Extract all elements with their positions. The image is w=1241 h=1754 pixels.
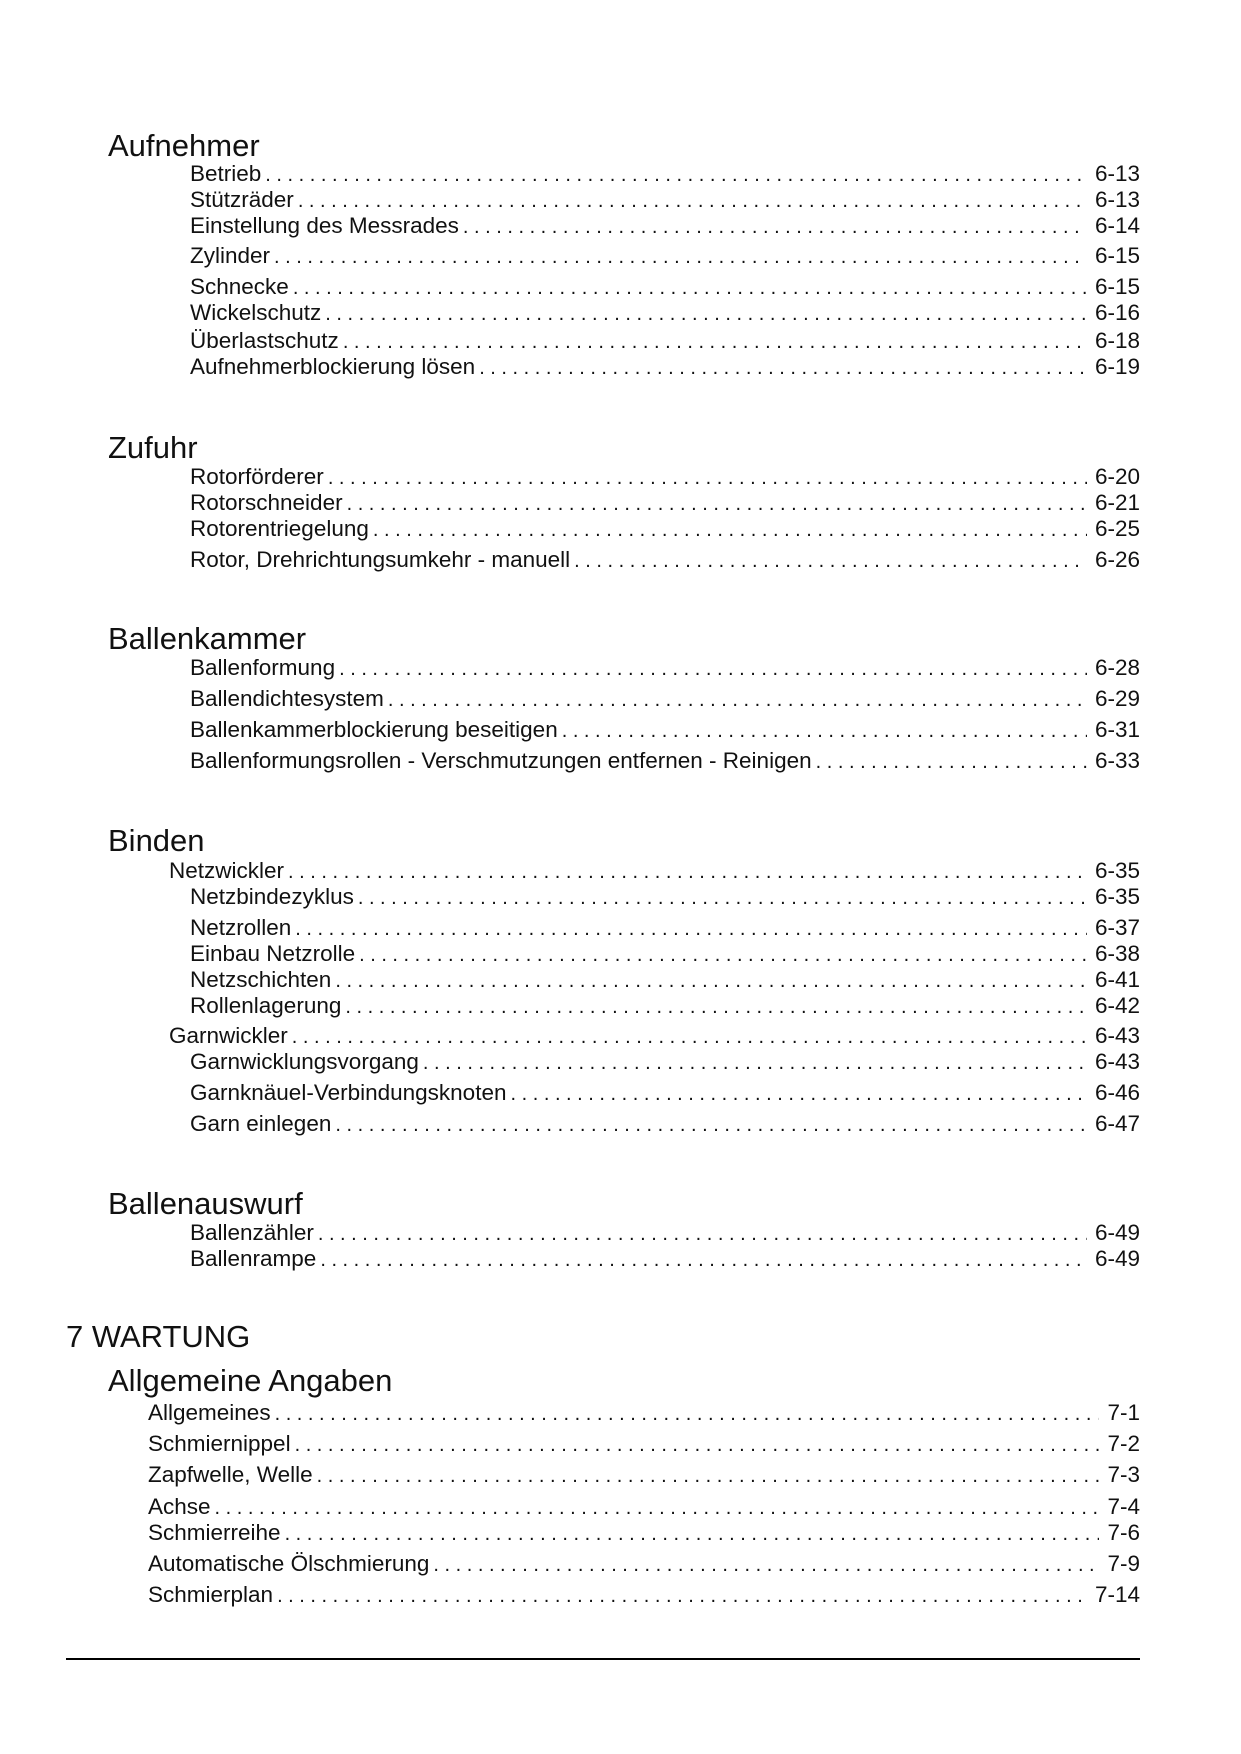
toc-entry-label: Ballenzähler (190, 1220, 314, 1245)
toc-entry-label: Schnecke (190, 274, 289, 299)
toc-entry-page: 7-3 (1107, 1462, 1140, 1487)
leader-dots (463, 214, 1087, 240)
section-title-ballenauswurf: Ballenauswurf (108, 1186, 303, 1221)
toc-entry-label: Garnknäuel-Verbindungsknoten (190, 1080, 507, 1105)
leader-dots (479, 355, 1087, 381)
leader-dots (816, 749, 1087, 775)
leader-dots (335, 1112, 1087, 1138)
leader-dots (295, 1432, 1100, 1458)
toc-entry[interactable] (190, 300, 1140, 326)
toc-entry-page: 6-43 (1094, 1049, 1140, 1074)
toc-entry-page: 6-20 (1094, 464, 1140, 489)
toc-entry-page: 6-37 (1094, 915, 1140, 940)
toc-entry[interactable] (190, 1111, 1140, 1137)
chapter-title: 7 WARTUNG (66, 1319, 251, 1354)
leader-dots (275, 1401, 1100, 1427)
toc-entry-page: 7-1 (1107, 1400, 1140, 1425)
toc-entry[interactable] (190, 993, 1140, 1019)
toc-entry-label: Rotorschneider (190, 490, 343, 515)
toc-entry[interactable] (190, 187, 1140, 213)
toc-entry[interactable] (190, 516, 1140, 542)
toc-entry[interactable] (190, 686, 1140, 712)
leader-dots (288, 859, 1087, 885)
toc-entry[interactable] (148, 1494, 1140, 1520)
toc-entry-label: Ballenrampe (190, 1246, 317, 1271)
leader-dots (388, 687, 1087, 713)
section-title-zufuhr: Zufuhr (108, 430, 198, 465)
leader-dots (339, 656, 1087, 682)
leader-dots (320, 1247, 1087, 1273)
toc-entry[interactable] (148, 1551, 1140, 1577)
toc-entry-page: 6-28 (1094, 655, 1140, 680)
toc-entry-label: Zapfwelle, Welle (148, 1462, 313, 1487)
leader-dots (277, 1583, 1087, 1609)
toc-entry[interactable] (148, 1400, 1140, 1426)
leader-dots (562, 718, 1087, 744)
toc-entry-page: 6-43 (1094, 1023, 1140, 1048)
leader-dots (317, 1463, 1100, 1489)
leader-dots (574, 548, 1087, 574)
toc-entry-label: Einbau Netzrolle (190, 941, 356, 966)
leader-dots (335, 968, 1087, 994)
leader-dots (433, 1552, 1099, 1578)
toc-entry[interactable] (190, 274, 1140, 300)
toc-entry[interactable] (190, 490, 1140, 516)
toc-entry[interactable] (148, 1431, 1140, 1457)
leader-dots (345, 994, 1087, 1020)
toc-entry[interactable] (190, 941, 1140, 967)
leader-dots (510, 1081, 1086, 1107)
toc-entry-page: 6-49 (1094, 1246, 1140, 1271)
leader-dots (325, 301, 1087, 327)
leader-dots (295, 916, 1087, 942)
toc-entry-page: 6-35 (1094, 858, 1140, 883)
toc-entry-page: 6-49 (1094, 1220, 1140, 1245)
toc-entry[interactable] (190, 717, 1140, 743)
toc-entry-page: 6-31 (1094, 717, 1140, 742)
toc-entry[interactable] (190, 967, 1140, 993)
toc-entry[interactable] (190, 884, 1140, 910)
toc-entry[interactable] (169, 858, 1140, 884)
leader-dots (274, 244, 1087, 270)
toc-entry-label: Stützräder (190, 187, 294, 212)
toc-entry-label: Betrieb (190, 161, 262, 186)
toc-entry-label: Netzrollen (190, 915, 292, 940)
toc-entry-label: Wickelschutz (190, 300, 322, 325)
leader-dots (358, 885, 1087, 911)
toc-entry-page: 6-15 (1094, 243, 1140, 268)
toc-entry-label: Ballenformungsrollen - Verschmutzungen entfernen - Reinigen (190, 748, 812, 773)
section-title-allgemeine: Allgemeine Angaben (108, 1363, 393, 1398)
toc-entry-page: 6-13 (1094, 187, 1140, 212)
leader-dots (285, 1521, 1100, 1547)
section-title-aufnehmer: Aufnehmer (108, 128, 260, 163)
leader-dots (423, 1050, 1087, 1076)
toc-entry-label: Einstellung des Messrades (190, 213, 459, 238)
toc-entry-label: Garnwicklungsvorgang (190, 1049, 419, 1074)
section-title-ballenkammer: Ballenkammer (108, 621, 307, 656)
toc-entry-label: Schmiernippel (148, 1431, 291, 1456)
leader-dots (328, 465, 1087, 491)
toc-entry-page: 6-33 (1094, 748, 1140, 773)
toc-entry-label: Ballenkammerblockierung beseitigen (190, 717, 558, 742)
toc-entry-page: 6-38 (1094, 941, 1140, 966)
leader-dots (292, 1024, 1087, 1050)
toc-entry-page: 7-2 (1107, 1431, 1140, 1456)
toc-entry-label: Rotorförderer (190, 464, 324, 489)
leader-dots (347, 491, 1087, 517)
toc-entry-label: Netzschichten (190, 967, 332, 992)
toc-entry-page: 6-13 (1094, 161, 1140, 186)
toc-entry-page: 6-26 (1094, 547, 1140, 572)
toc-entry-page: 6-29 (1094, 686, 1140, 711)
leader-dots (343, 329, 1087, 355)
toc-entry-label: Schmierplan (148, 1582, 274, 1607)
toc-entry-page: 7-6 (1107, 1520, 1140, 1545)
toc-entry-page: 6-21 (1094, 490, 1140, 515)
toc-entry-label: Ballendichtesystem (190, 686, 384, 711)
toc-entry[interactable] (148, 1462, 1140, 1488)
toc-entry-page: 6-25 (1094, 516, 1140, 541)
toc-entry[interactable] (169, 1023, 1140, 1049)
leader-dots (298, 188, 1087, 214)
toc-entry-label: Garnwickler (169, 1023, 288, 1048)
toc-entry[interactable] (190, 243, 1140, 269)
toc-entry-page: 6-42 (1094, 993, 1140, 1018)
footer-divider (66, 1658, 1140, 1660)
toc-entry-page: 7-9 (1107, 1551, 1140, 1576)
toc-entry-label: Ballenformung (190, 655, 336, 680)
toc-entry[interactable] (190, 915, 1140, 941)
toc-entry-page: 6-18 (1094, 328, 1140, 353)
toc-entry-label: Rotorentriegelung (190, 516, 369, 541)
toc-entry-page: 6-15 (1094, 274, 1140, 299)
toc-entry-label: Rotor, Drehrichtungsumkehr - manuell (190, 547, 571, 572)
toc-entry[interactable] (190, 354, 1140, 380)
toc-entry-label: Aufnehmerblockierung lösen (190, 354, 476, 379)
toc-entry-page: 6-47 (1094, 1111, 1140, 1136)
toc-entry-label: Allgemeines (148, 1400, 271, 1425)
toc-entry-label: Überlastschutz (190, 328, 339, 353)
toc-entry[interactable] (190, 1246, 1140, 1272)
toc-entry-label: Garn einlegen (190, 1111, 332, 1136)
section-title-binden: Binden (108, 823, 205, 858)
toc-entry[interactable] (190, 748, 1140, 774)
toc-entry-label: Netzwickler (169, 858, 285, 883)
leader-dots (373, 517, 1087, 543)
toc-entry-label: Schmierreihe (148, 1520, 281, 1545)
toc-entry[interactable] (190, 1220, 1140, 1246)
toc-entry-page: 7-4 (1107, 1494, 1140, 1519)
toc-entry[interactable] (148, 1520, 1140, 1546)
toc-entry-label: Automatische Ölschmierung (148, 1551, 430, 1576)
toc-entry[interactable] (190, 161, 1140, 187)
toc-entry-page: 6-35 (1094, 884, 1140, 909)
toc-entry[interactable] (190, 1049, 1140, 1075)
toc-entry-page: 6-16 (1094, 300, 1140, 325)
toc-entry[interactable] (190, 655, 1140, 681)
leader-dots (265, 162, 1087, 188)
toc-entry[interactable] (190, 547, 1140, 573)
toc-entry-page: 7-14 (1094, 1582, 1140, 1607)
leader-dots (359, 942, 1087, 968)
toc-entry[interactable] (190, 213, 1140, 239)
toc-entry[interactable] (190, 1080, 1140, 1106)
toc-entry[interactable] (190, 464, 1140, 490)
toc-entry-label: Rollenlagerung (190, 993, 342, 1018)
leader-dots (318, 1221, 1087, 1247)
toc-entry-page: 6-46 (1094, 1080, 1140, 1105)
toc-entry-label: Zylinder (190, 243, 271, 268)
toc-entry-page: 6-41 (1094, 967, 1140, 992)
toc-entry-label: Achse (148, 1494, 211, 1519)
toc-entry[interactable] (148, 1582, 1140, 1608)
leader-dots (293, 275, 1087, 301)
toc-entry[interactable] (190, 328, 1140, 354)
toc-entry-page: 6-19 (1094, 354, 1140, 379)
toc-entry-page: 6-14 (1094, 213, 1140, 238)
toc-entry-label: Netzbindezyklus (190, 884, 354, 909)
leader-dots (215, 1495, 1100, 1521)
